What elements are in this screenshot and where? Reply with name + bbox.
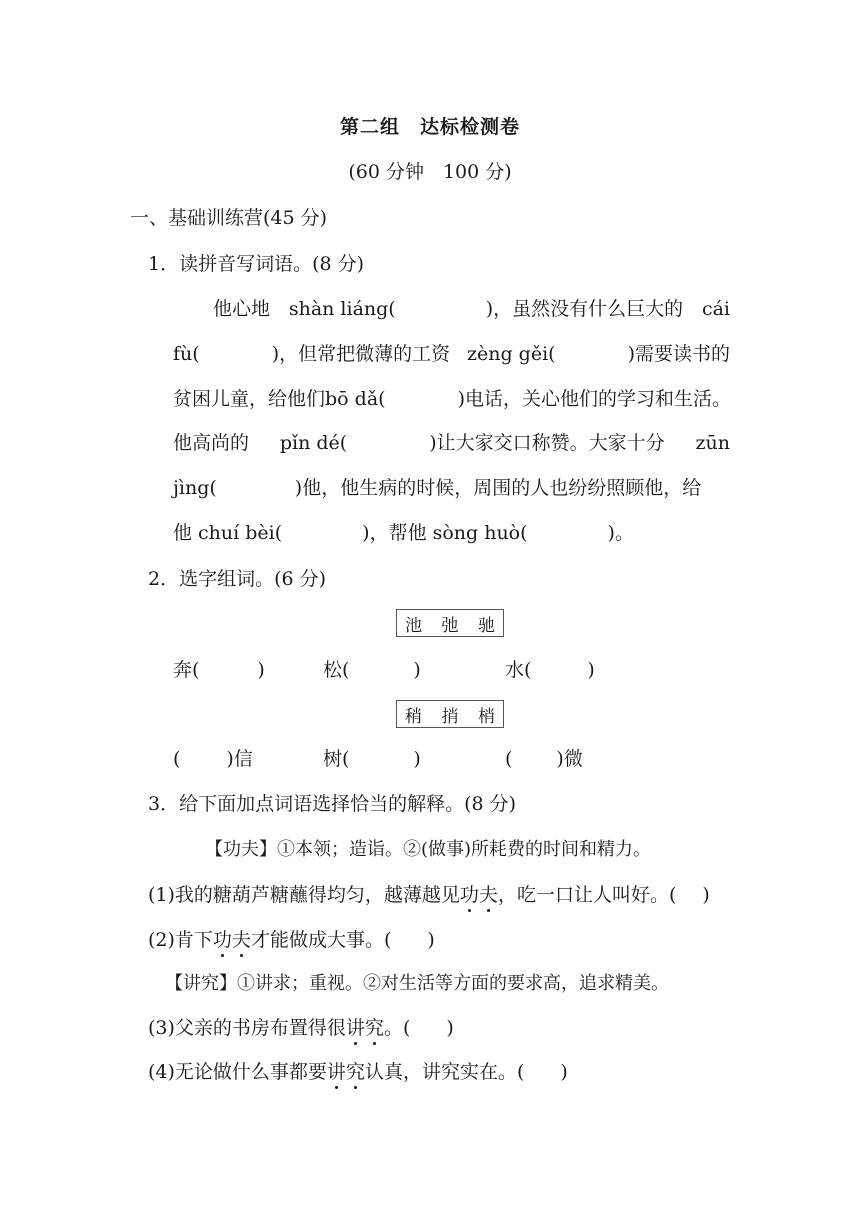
pinyin: zūn bbox=[695, 432, 730, 454]
sentence-item-3: (3)父亲的书房布置得很讲究。( ) bbox=[148, 1017, 454, 1039]
pinyin-blank[interactable]: bō dǎ( )电话，关心他们的学习和生活。 bbox=[325, 388, 731, 410]
paragraph-line-1 bbox=[213, 300, 730, 319]
word-blank[interactable]: 奔( ) bbox=[173, 659, 265, 681]
text: 他心地 bbox=[213, 298, 271, 320]
question-1-heading: 1．读拼音写词语。(8 分) bbox=[148, 253, 365, 275]
dotted-char: 究 bbox=[345, 1061, 365, 1083]
word-blank[interactable]: 松( ) bbox=[323, 659, 421, 681]
dotted-char: 功 bbox=[212, 929, 232, 951]
definition-jiangjiu: 【讲究】①讲求；重视。②对生活等方面的要求高，追求精美。 bbox=[165, 973, 669, 994]
dotted-char: 讲 bbox=[326, 1061, 346, 1083]
page-subtitle: (60 分钟 100 分) bbox=[348, 161, 512, 183]
character-box-2 bbox=[396, 700, 504, 728]
pinyin-blank[interactable]: sòng huò( )。 bbox=[432, 522, 634, 544]
character-option: 驰 bbox=[478, 615, 495, 636]
dotted-char: 讲 bbox=[345, 1017, 365, 1039]
text: 他高尚的 bbox=[173, 432, 250, 454]
word-blank[interactable]: 树( ) bbox=[323, 748, 421, 770]
dotted-char: 究 bbox=[364, 1017, 384, 1039]
word-blank[interactable]: ( )微 bbox=[505, 748, 583, 770]
paragraph-line-3 bbox=[173, 390, 730, 409]
paragraph-line-6 bbox=[173, 524, 730, 543]
pinyin: cái bbox=[701, 298, 730, 320]
paragraph-line-2 bbox=[173, 345, 730, 364]
character-option: 池 bbox=[405, 615, 422, 636]
pinyin-blank[interactable]: zèng gěi( )需要读书的 bbox=[466, 343, 730, 365]
dotted-char: 夫 bbox=[478, 884, 498, 906]
paragraph-line-4 bbox=[173, 434, 730, 453]
character-option: 捎 bbox=[441, 706, 459, 727]
page-title: 第二组 达标检测卷 bbox=[339, 116, 520, 138]
word-blank[interactable]: 水( ) bbox=[505, 659, 595, 681]
dotted-char: 功 bbox=[459, 884, 479, 906]
pinyin-blank[interactable]: fù( )，但常把微薄的工资 bbox=[173, 343, 451, 365]
text: 贫困儿童，给他们 bbox=[173, 388, 326, 410]
pinyin-blank[interactable]: chuí bèi( )，帮他 bbox=[198, 522, 427, 544]
text: 他 bbox=[173, 522, 193, 544]
character-option: 弛 bbox=[441, 615, 459, 636]
pinyin-blank[interactable]: jìng( )他，他生病的时候，周围的人也纷纷照顾他，给 bbox=[173, 477, 702, 499]
character-option: 梢 bbox=[478, 706, 495, 727]
sentence-item-4: (4)无论做什么事都要讲究认真，讲究实在。( ) bbox=[148, 1061, 568, 1083]
definition-gongfu: 【功夫】①本领；造诣。②(做事)所耗费的时间和精力。 bbox=[205, 839, 652, 860]
question-3-heading: 3．给下面加点词语选择恰当的解释。(8 分) bbox=[148, 793, 517, 815]
word-blank[interactable]: ( )信 bbox=[173, 748, 253, 770]
pinyin-blank[interactable]: shàn liáng( )，虽然没有什么巨大的 bbox=[288, 298, 684, 320]
character-box-1 bbox=[396, 609, 504, 637]
section-heading: 一、基础训练营(45 分) bbox=[130, 207, 328, 229]
dotted-char: 夫 bbox=[231, 929, 251, 951]
character-option: 稍 bbox=[405, 706, 422, 727]
sentence-item-1: (1)我的糖葫芦糖蘸得均匀，越薄越见功夫，吃一口让人叫好。( ) bbox=[148, 884, 710, 906]
question-2-heading: 2．选字组词。(6 分) bbox=[148, 568, 327, 590]
sentence-item-2: (2)肯下功夫才能做成大事。( ) bbox=[148, 929, 435, 951]
paragraph-line-5 bbox=[173, 479, 730, 498]
pinyin-blank[interactable]: pǐn dé( )让大家交口称赞。大家十分 bbox=[279, 432, 665, 454]
